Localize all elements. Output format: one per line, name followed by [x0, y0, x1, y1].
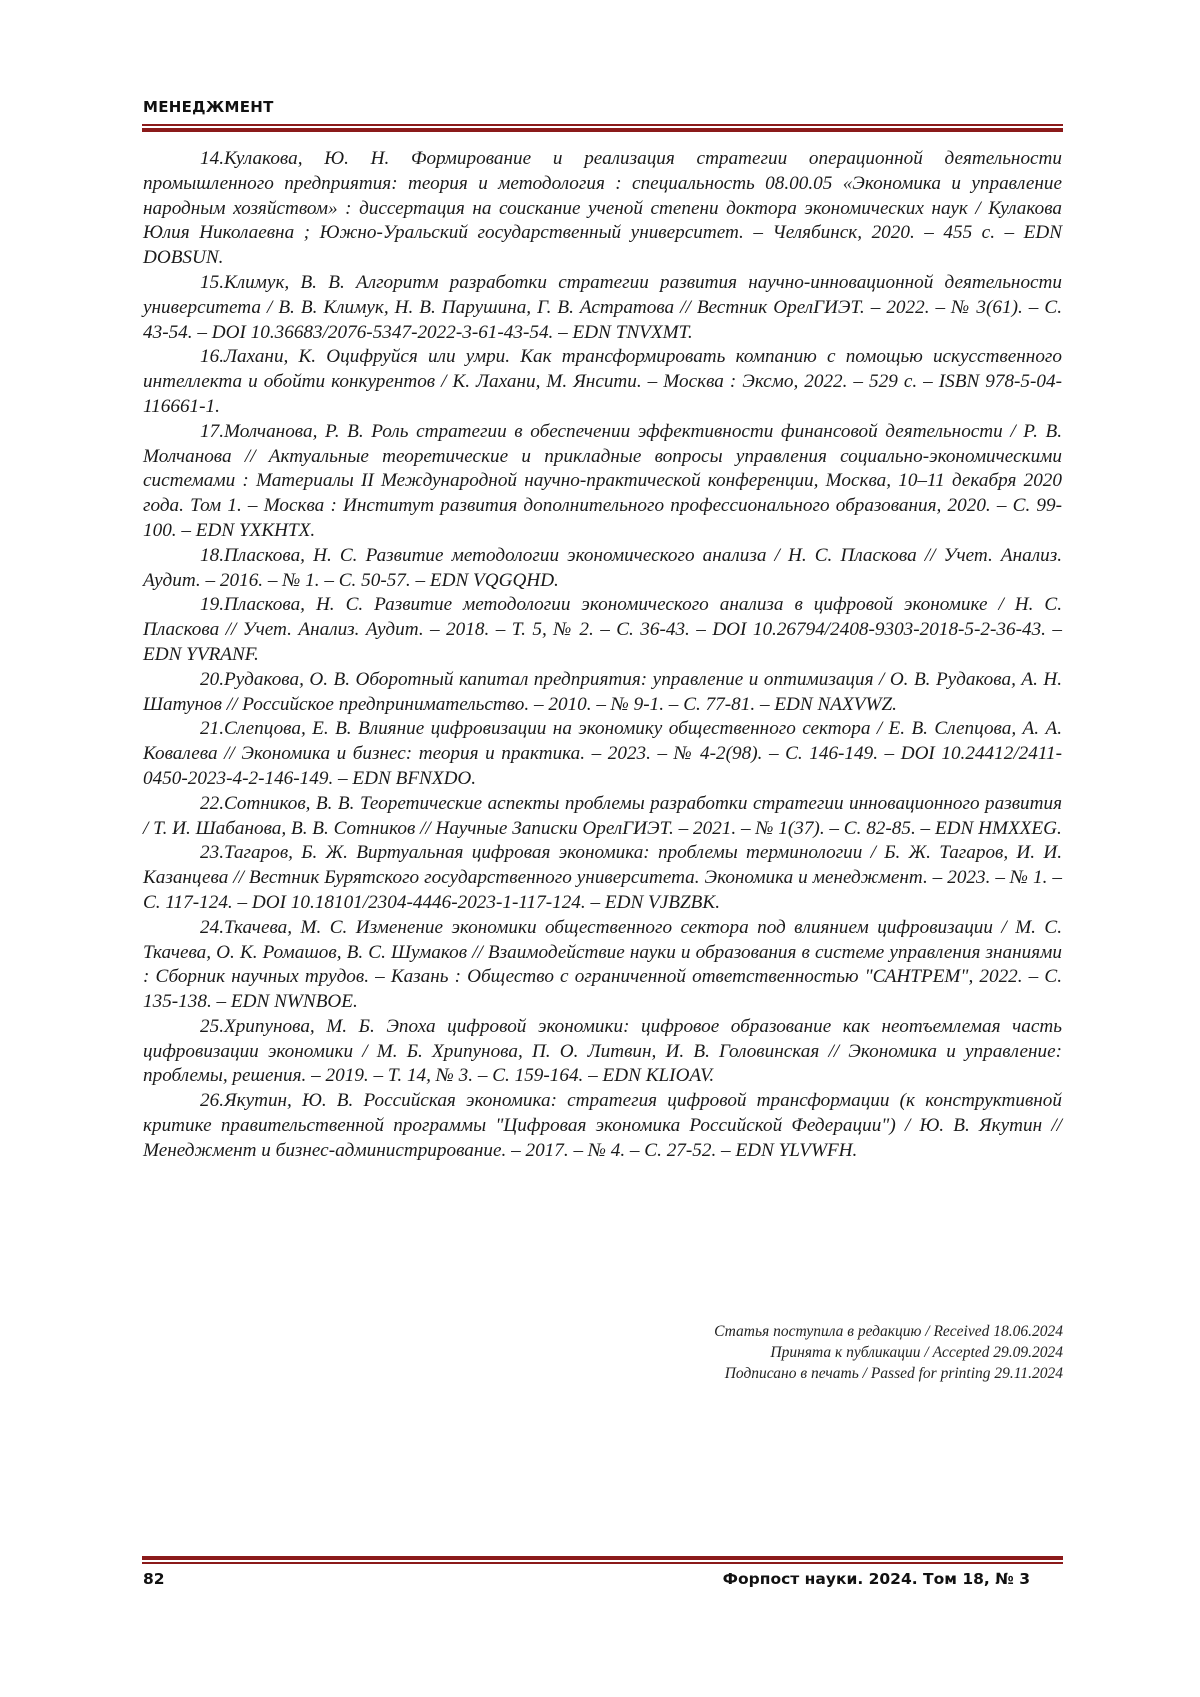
- reference-item: 23.Тагаров, Б. Ж. Виртуальная цифровая экономика: проблемы терминологии / Б. Ж. Та­гаров, И. И. Казанцева // Вестник Бурятского государственного университета. Экономика и менеджмент. – 2023. – № 1. – С. 117-124. – DOI 10.18101/2304-4446-2023-1-117-124. – EDN VJBZBK.: [143, 841, 1062, 915]
- reference-item: 26.Якутин, Ю. В. Российская экономика: стратегия цифровой трансформации (к кон­структивной критике правительственной программы "Цифровая экономика Российской Феде­рации") / Ю. В. Якутин // Менеджмент и бизнес-администрирование. – 2017. – № 4. – С. 27-52. – EDN YLVWFH.: [143, 1089, 1062, 1163]
- reference-item: 24.Ткачева, М. С. Изменение экономики общественного сектора под влиянием цифровиза­ции / М. С. Ткачева, О. К. Ромашов, В. С. Шумаков // Взаимодействие науки и образования в системе управления знаниями : Сборник научных трудов. – Казань : Общество с ограниченной ответственностью "САНТРЕМ", 2022. – С. 135-138. – EDN NWNBOE.: [143, 916, 1062, 1015]
- page-number: 82: [143, 1570, 165, 1588]
- reference-list: [143, 147, 1062, 1164]
- accepted-date: Принята к публикации / Accepted 29.09.2024: [714, 1342, 1063, 1363]
- reference-item: 19.Пласкова, Н. С. Развитие методологии экономического анализа в цифровой экономике / Н. С. Пласкова // Учет. Анализ. Аудит. – 2018. – Т. 5, № 2. – С. 36-43. – DOI 10.26794/2408-9303-2018-5-2-36-43. – EDN YVRANF.: [143, 593, 1062, 667]
- reference-item: 20.Рудакова, О. В. Оборотный капитал предприятия: управление и оптимизация / О. В. Рудакова, А. Н. Шатунов // Российское предпринимательство. – 2010. – № 9-1. – С. 77-81. – EDN NAXVWZ.: [143, 668, 1062, 718]
- footer-rule: [142, 1556, 1063, 1564]
- reference-item: 15.Климук, В. В. Алгоритм разработки стратегии развития научно-инновационной дея­тельности университета / В. В. Климук, Н. В. Парушина, Г. В. Астратова // Вестник ОрелГИЭТ. – 2022. – № 3(61). – С. 43-54. – DOI 10.36683/2076-5347-2022-3-61-43-54. – EDN TNVXMT.: [143, 271, 1062, 345]
- reference-item: 25.Хрипунова, М. Б. Эпоха цифровой экономики: цифровое образование как неотъемлемая часть цифровизации экономики / М. Б. Хрипунова, П. О. Литвин, И. В. Головинская // Экономика и управление: проблемы, решения. – 2019. – Т. 14, № 3. – С. 159-164. – EDN KLIOAV.: [143, 1015, 1062, 1089]
- received-date: Статья поступила в редакцию / Received 18.06.2024: [714, 1321, 1063, 1342]
- reference-item: 22.Сотников, В. В. Теоретические аспекты проблемы разработки стратегии инновацион­ного развития / Т. И. Шабанова, В. В. Сотников // Научные Записки ОрелГИЭТ. – 2021. – № 1(37). – С. 82-85. – EDN HMXXEG.: [143, 792, 1062, 842]
- publication-dates: [714, 1321, 1063, 1384]
- reference-item: 16.Лахани, К. Оцифруйся или умри. Как трансформировать компанию с помощью искус­ственного интеллекта и обойти конкурентов / К. Лахани, М. Янсити. – Москва : Эксмо, 2022. – 529 с. – ISBN 978-5-04-116661-1.: [143, 345, 1062, 419]
- reference-item: 14.Кулакова, Ю. Н. Формирование и реализация стратегии операционной деятельности промышленного предприятия: теория и методология : специальность 08.00.05 «Экономика и управление народным хозяйством» : диссертация на соискание ученой степени доктора эконо­мических наук / Кулакова Юлия Николаевна ; Южно-Уральский государственный университет. – Челябинск, 2020. – 455 с. – EDN DOBSUN.: [143, 147, 1062, 271]
- section-title: МЕНЕДЖМЕНТ: [143, 98, 274, 116]
- reference-item: 17.Молчанова, Р. В. Роль стратегии в обеспечении эффективности финансовой деятель­ности / Р. В. Молчанова // Актуальные теоретические и прикладные вопросы управления соци­ально-экономическими системами : Материалы II Международной научно-практической кон­ференции, Москва, 10–11 декабря 2020 года. Том 1. – Москва : Институт развития дополни­тельного профессионального образования, 2020. – С. 99-100. – EDN YXKHTX.: [143, 420, 1062, 544]
- printed-date: Подписано в печать / Passed for printing 29.11.2024: [714, 1363, 1063, 1384]
- reference-item: 18.Пласкова, Н. С. Развитие методологии экономического анализа / Н. С. Пласкова // Учет. Анализ. Аудит. – 2016. – № 1. – С. 50-57. – EDN VQGQHD.: [143, 544, 1062, 594]
- journal-title: Форпост науки. 2024. Том 18, № 3: [723, 1570, 1030, 1588]
- header-rule: [142, 124, 1063, 132]
- reference-item: 21.Слепцова, Е. В. Влияние цифровизации на экономику общественного сектора / Е. В. Слепцова, А. А. Ковалева // Экономика и бизнес: теория и практика. – 2023. – № 4-2(98). – С. 146-149. – DOI 10.24412/2411-0450-2023-4-2-146-149. – EDN BFNXDO.: [143, 717, 1062, 791]
